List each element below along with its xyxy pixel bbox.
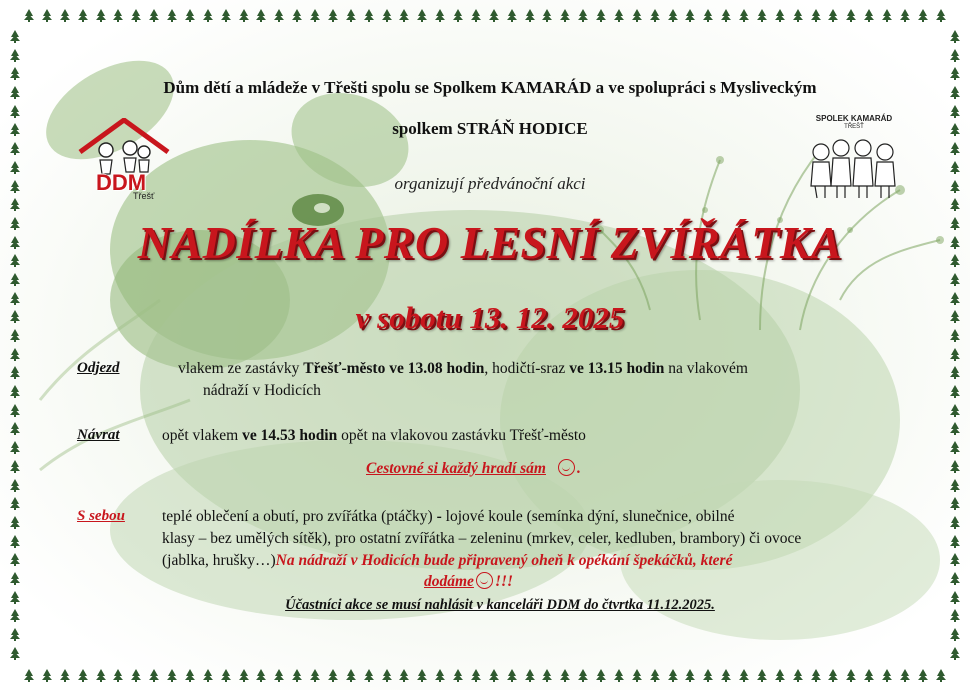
navrat-text-part: opět na vlakovou zastávku Třešť-město	[337, 427, 586, 444]
campfire-note-part: dodáme	[424, 573, 474, 590]
campfire-note-exclaim: !!!	[494, 573, 514, 590]
campfire-note-end	[424, 572, 513, 591]
sebou-text-line3	[162, 550, 942, 572]
navrat-text	[162, 425, 882, 447]
odjezd-text	[178, 358, 898, 380]
sebou-label: S sebou	[77, 508, 125, 524]
header-line-1: Dům dětí a mládeže v Třešti spolu se Spolkem KAMARÁD a ve spolupráci s Mysliveckým	[163, 78, 817, 97]
odjezd-text-part: vlakem ze zastávky	[178, 360, 304, 377]
navrat-label: Návrat	[77, 427, 120, 443]
odjezd-text-part: na vlakovém	[664, 360, 748, 377]
sebou-text-line2: klasy – bez umělých sítěk), pro ostatní zvířátka – zeleninu (mrkev, celer, kedluben, brambory) či ovoce	[162, 530, 802, 547]
ddm-logo-subtext: Třešť	[133, 191, 155, 201]
fare-note	[366, 459, 581, 478]
sebou-text-part: lojové koule (semínka dýní, slunečnice, obilné	[441, 508, 735, 525]
fare-note-period: .	[576, 460, 581, 477]
header-line-2: spolkem STRÁŇ HODICE	[392, 119, 588, 138]
kamarad-logo-text: SPOLEK KAMARÁD	[815, 114, 893, 123]
odjezd-meeting-time: ve 13.15 hodin	[569, 360, 665, 377]
kamarad-logo-subtext: TŘEŠŤ	[844, 124, 864, 130]
campfire-note: Na nádraží v Hodicích bude připravený oheň k opékání špekáčků, které	[275, 552, 733, 569]
odjezd-label: Odjezd	[77, 360, 120, 376]
event-title: NADÍLKA PRO LESNÍ ZVÍŘÁTKA	[137, 217, 843, 268]
smiley-icon	[558, 459, 575, 476]
odjezd-text-line2: nádraží v Hodicích	[203, 382, 321, 399]
ddm-logo-text: DDM	[96, 170, 147, 195]
registration-note: Účastníci akce se musí nahlásit v kanceláři DDM do čtvrtka 11.12.2025.	[285, 597, 715, 613]
navrat-text-part: opět vlakem	[162, 427, 243, 444]
odjezd-departure-time: Třešť-město ve 13.08 hodin	[303, 360, 485, 377]
sebou-text-part: teplé oblečení a obutí, pro zvířátka (ptáčky)	[162, 508, 437, 525]
sebou-text-line1	[162, 506, 882, 528]
smiley-icon	[476, 572, 493, 589]
ddm-logo	[78, 118, 170, 203]
fare-note-text: Cestovné si každý hradí sám	[366, 460, 546, 477]
event-intro: organizují předvánoční akci	[394, 174, 586, 193]
event-date: v sobotu 13. 12. 2025	[355, 300, 625, 335]
sebou-dash: -	[436, 508, 442, 525]
odjezd-text-part: , hodičtí-sraz	[484, 360, 570, 377]
navrat-time: ve 14.53 hodin	[242, 427, 338, 444]
kamarad-logo	[805, 108, 903, 200]
sebou-text-part: (jablka, hrušky…)	[162, 552, 276, 569]
